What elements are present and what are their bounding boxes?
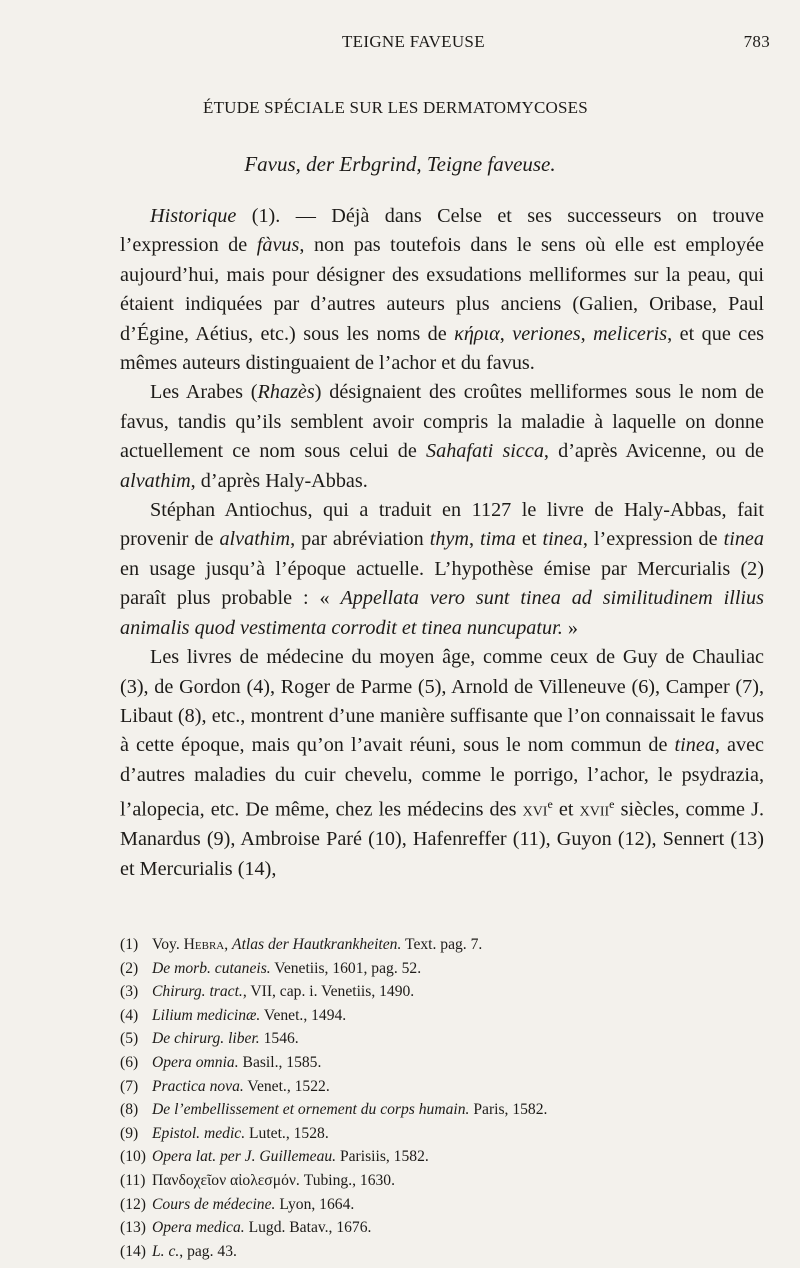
footnote-text: Paris, 1582.: [469, 1101, 548, 1119]
footnote-title: Opera medica.: [152, 1219, 245, 1237]
footnote: [120, 1240, 760, 1264]
footnote: [120, 1216, 760, 1240]
paragraph-stephan: [120, 496, 764, 643]
run-italic: meliceris: [593, 322, 668, 345]
run-italic: Appellata vero sunt tinea ad similitudinem illius animalis quod vestimenta corrodit et tinea nuncupatur.: [120, 587, 764, 639]
footnote: [120, 980, 760, 1004]
footnote: [120, 957, 760, 981]
footnote-text: Venet., 1522.: [243, 1077, 330, 1095]
run: ,: [580, 322, 594, 345]
footnote-text: Lugd. Batav., 1676.: [244, 1219, 372, 1237]
footnote-number: (13): [120, 1219, 146, 1237]
footnote-text: Voy.: [152, 936, 184, 953]
run-italic: tinea: [674, 734, 715, 757]
run-small-caps: xvii: [579, 798, 610, 821]
footnote-text: , VII, cap. i. Venetiis, 1490.: [242, 983, 415, 1001]
footnote: [120, 933, 760, 957]
footnote-text: Basil., 1585.: [238, 1053, 322, 1071]
run: ,: [468, 528, 481, 551]
run: ) désignaient des croûtes melliformes sous le nom de favus, tandis qu’ils semblent avoir compris la maladie à laquelle on donne actuellement ce nom sous celui de: [120, 381, 765, 463]
footnote-title: De l’embellissement et ornement du corps humain.: [152, 1101, 470, 1119]
footnote: [120, 1098, 760, 1122]
run: , d’après Haly-Abbas.: [190, 469, 368, 492]
running-head-title: TEIGNE FAVEUSE: [342, 32, 485, 51]
footnote: [120, 1122, 760, 1146]
run: ,: [499, 322, 513, 345]
footnote-number: (9): [120, 1124, 139, 1142]
footnote: [120, 1027, 760, 1051]
paragraph-historique: [120, 202, 764, 378]
footnote-title: Lilium medicinæ.: [152, 1006, 261, 1024]
run: , avec d’autres maladies du cuir chevelu, comme le porrigo, l’achor, le psydrazia, l’alopecia, etc. De même, chez les médecins des: [120, 734, 764, 821]
footnote-number: (6): [120, 1053, 139, 1071]
footnote: [120, 1145, 760, 1169]
footnotes: [120, 933, 760, 1263]
run: , l’expression de: [582, 528, 724, 551]
footnote: [120, 1193, 760, 1217]
footnote-title: Chirurg. tract.: [152, 983, 243, 1001]
footnote-title: Opera omnia.: [152, 1053, 239, 1071]
run-italic: tinea: [723, 528, 764, 551]
footnote-text: , pag. 43.: [179, 1242, 237, 1260]
footnote-title: De morb. cutaneis.: [152, 959, 271, 977]
footnote-title: Atlas der Hautkrankheiten.: [232, 936, 402, 953]
run: , et que ces mêmes auteurs distinguaient de l’achor et du favus.: [120, 322, 765, 375]
run-italic: thym: [429, 528, 469, 551]
run-italic: Historique: [150, 205, 237, 227]
footnote: [120, 1051, 760, 1075]
section-heading: ÉTUDE SPÉCIALE SUR LES DERMATOMYCOSES: [203, 98, 588, 117]
run-italic: κήρια: [454, 322, 500, 345]
run-superscript: e: [547, 797, 553, 812]
run: et: [515, 528, 543, 551]
subtitle: Favus, der Erbgrind, Teigne faveuse.: [244, 152, 556, 176]
run: , d’après Avicenne, ou de: [543, 440, 764, 463]
footnote-text: Parisiis, 1582.: [336, 1148, 429, 1166]
footnote-title: Epistol. medic.: [152, 1124, 246, 1142]
run: Les livres de médecine du moyen âge, comme ceux de Guy de Chauliac (3), de Gordon (4), Roger de Parme (5), Arnold de Villeneuve (6), Camper (7), Libaut (8), etc., montrent d’une manière suffisante que l’on connaissait le favus à cette époque, mais qu’on l’avait réuni, sous le nom commun de: [120, 646, 764, 757]
footnote-number: (11): [120, 1171, 146, 1189]
footnote-title: De chirurg. liber.: [152, 1030, 260, 1048]
paragraph-arabes: [120, 378, 764, 496]
run: et: [552, 798, 580, 821]
run-superscript: e: [609, 797, 615, 812]
footnote-number: (10): [120, 1148, 146, 1166]
footnote-title: Opera lat. per J. Guillemeau.: [152, 1148, 337, 1166]
run: (1). — Déjà dans Celse et ses successeurs on trouve l’expression de: [120, 205, 764, 257]
footnote-number: (8): [120, 1101, 139, 1119]
running-head: [0, 32, 800, 56]
run-italic: alvathim: [120, 469, 191, 492]
footnote-text: Venetiis, 1601, pag. 52.: [270, 959, 422, 977]
footnote-text: Venet., 1494.: [260, 1006, 347, 1024]
footnote-text: ,: [224, 936, 233, 953]
footnote-number: (14): [120, 1242, 146, 1260]
footnote-title: Cours de médecine.: [152, 1195, 276, 1213]
footnote-number: (1): [120, 936, 139, 953]
footnote-number: (12): [120, 1195, 146, 1213]
footnote-number: (5): [120, 1030, 139, 1048]
run-italic: alvathim: [219, 528, 291, 551]
page-number: 783: [743, 32, 770, 51]
footnote-text: 1546.: [259, 1030, 299, 1048]
footnote-text: Lyon, 1664.: [275, 1195, 355, 1213]
footnote-number: (4): [120, 1006, 139, 1024]
run: »: [562, 616, 578, 639]
run-italic: fàvus: [256, 234, 300, 257]
body-text: [120, 202, 764, 884]
run: Les Arabes (: [150, 381, 258, 404]
paragraph-moyen-age: [120, 643, 764, 884]
run-italic: tinea: [542, 528, 583, 551]
run: , par abréviation: [290, 528, 430, 551]
footnote-text: Lutet., 1528.: [245, 1124, 329, 1142]
run-italic: veriones: [512, 322, 581, 345]
footnote-title: L. c.: [152, 1242, 180, 1260]
footnote: [120, 1075, 760, 1099]
run: Stéphan Antiochus, qui a traduit en 1127 le livre de Haly-Abbas, fait provenir de: [120, 499, 764, 551]
run: , non pas toutefois dans le sens où elle est employée aujourd’hui, mais pour désigner des exsudations melliformes sur la peau, qui étaient indiquées par d’autres auteurs plus anciens (Galien, Oribase, Paul d’Égine, Aétius, etc.) sous les noms de: [120, 234, 764, 345]
footnote-number: (7): [120, 1077, 139, 1095]
run: siècles, comme J. Manardus (9), Ambroise Paré (10), Hafenreffer (11), Guyon (12), Sennert (13) et Mercurialis (14),: [120, 798, 765, 880]
footnote-author: Hebra: [183, 936, 225, 953]
run-italic: tima: [480, 528, 516, 551]
footnote-number: (2): [120, 959, 139, 977]
footnote-title: Practica nova.: [152, 1077, 244, 1095]
run: en usage jusqu’à l’époque actuelle. L’hypothèse émise par Mercurialis (2) paraît plus probable : «: [120, 557, 764, 610]
footnote: [120, 1169, 760, 1193]
run-italic: Rhazès: [257, 381, 315, 404]
run-italic: Sahafati sicca: [426, 440, 544, 463]
run-small-caps: xvi: [522, 798, 548, 821]
footnote: [120, 1004, 760, 1028]
footnote-text: Tubing., 1630.: [299, 1171, 396, 1189]
footnote-text: Text. pag. 7.: [401, 936, 483, 953]
footnote-number: (3): [120, 983, 139, 1001]
footnote-text: Πανδοχεῖον αἰολεσμόν.: [152, 1171, 300, 1189]
